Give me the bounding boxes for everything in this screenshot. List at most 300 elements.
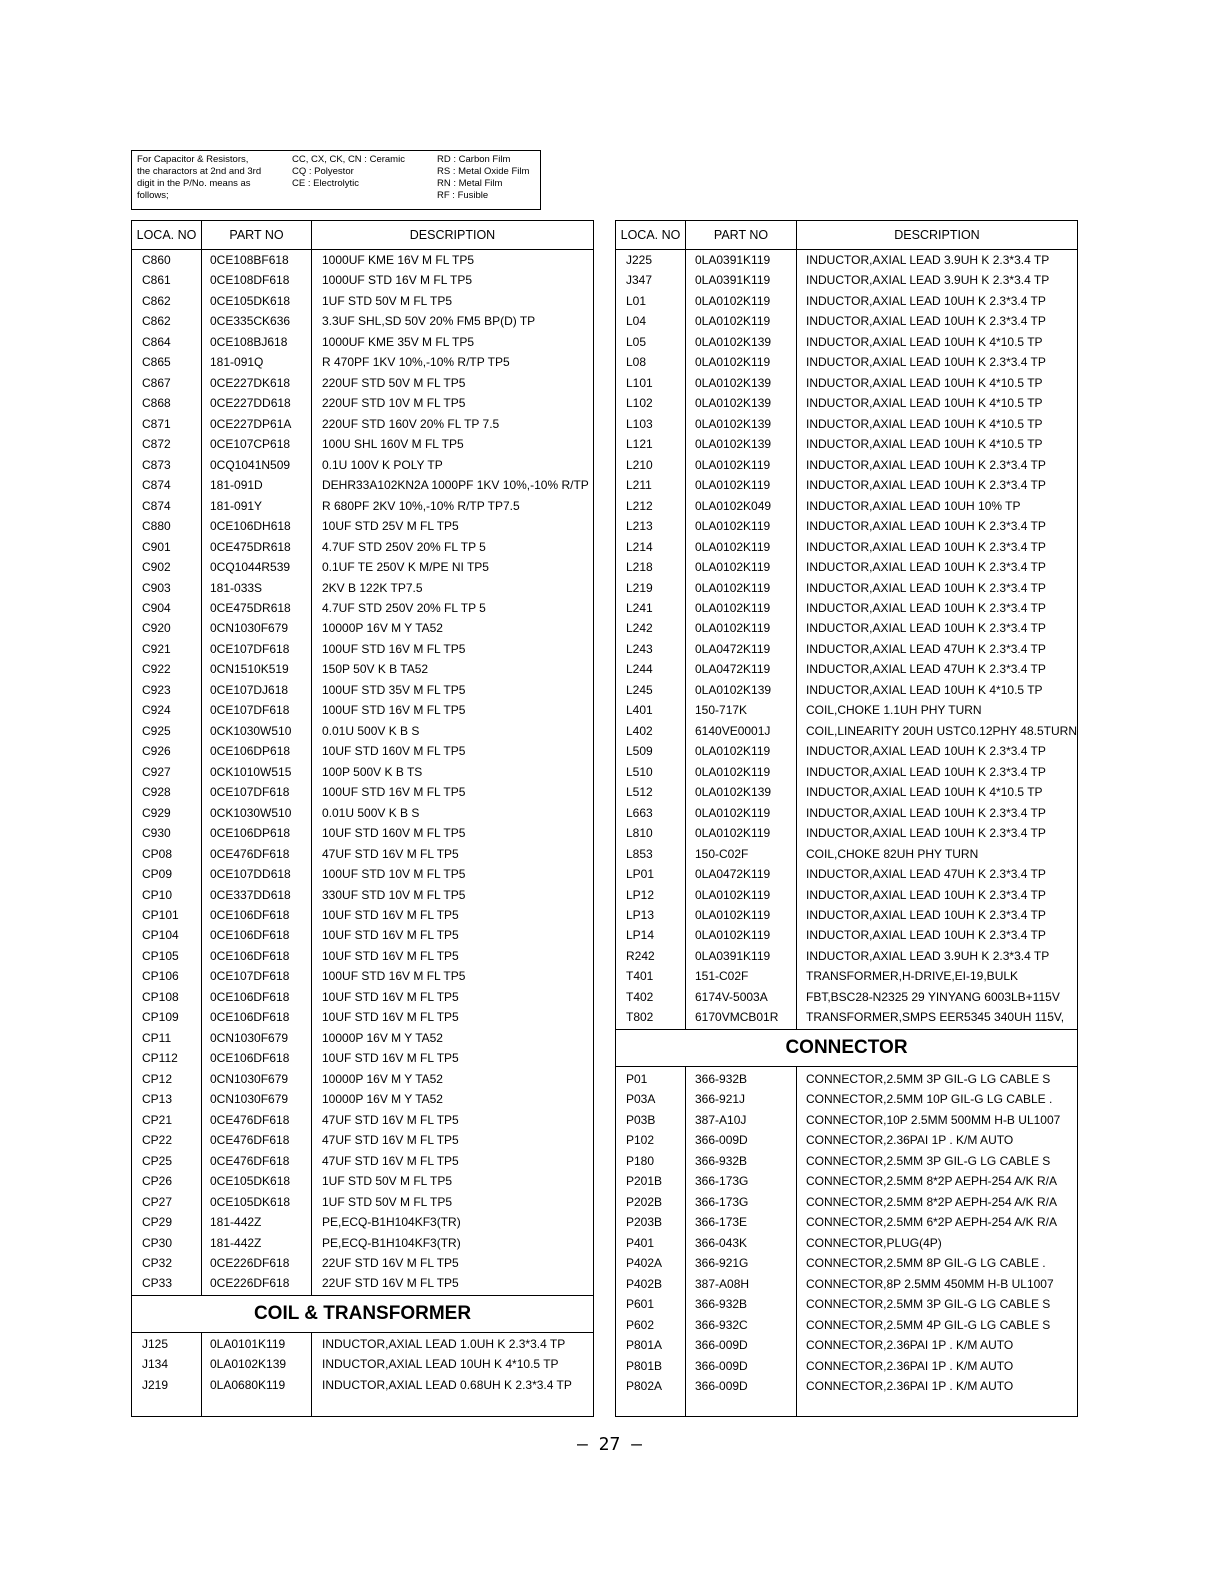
table-row — [132, 1192, 593, 1212]
table-row — [616, 864, 1077, 884]
description-cell: 10UF STD 16V M FL TP5 — [322, 948, 459, 963]
part-no-cell: 0LA0102K119 — [695, 539, 771, 554]
loca-no-cell: LP12 — [626, 887, 655, 902]
table-row — [132, 1334, 593, 1354]
part-no-cell: 0CE227DD618 — [210, 396, 291, 411]
description-cell: PE,ECQ-B1H104KF3(TR) — [322, 1235, 461, 1250]
loca-no-cell: CP32 — [142, 1255, 173, 1270]
loca-no-cell: L214 — [626, 539, 653, 554]
loca-no-cell: C928 — [142, 785, 171, 800]
legend-text: CQ : Polyestor — [292, 166, 354, 177]
loca-no-cell: L663 — [626, 805, 653, 820]
description-cell: INDUCTOR,AXIAL LEAD 10UH K 4*10.5 TP — [806, 785, 1043, 800]
description-cell: R 470PF 1KV 10%,-10% R/TP TP5 — [322, 355, 510, 370]
part-no-cell: 0LA0102K119 — [695, 600, 771, 615]
part-no-cell: 0LA0472K119 — [695, 641, 771, 656]
table-row — [132, 455, 593, 475]
part-no-cell: 0LA0102K119 — [695, 744, 771, 759]
table-row — [616, 434, 1077, 454]
loca-no-cell: C874 — [142, 498, 171, 513]
legend-box — [131, 150, 541, 210]
loca-no-cell: C926 — [142, 744, 171, 759]
description-cell: 47UF STD 16V M FL TP5 — [322, 1153, 459, 1168]
part-no-cell: 0CN1030F679 — [210, 1092, 289, 1107]
table-row — [132, 823, 593, 843]
description-cell: CONNECTOR,2.36PAI 1P . K/M AUTO — [806, 1133, 1014, 1148]
loca-no-cell: L211 — [626, 478, 652, 493]
part-no-cell: 0CN1030F679 — [210, 621, 289, 636]
table-row — [616, 393, 1077, 413]
section-title-coil-transformer: COIL & TRANSFORMER — [132, 1295, 593, 1333]
loca-no-cell: CP10 — [142, 887, 173, 902]
table-row — [616, 1130, 1077, 1150]
part-no-cell: 0CE105DK618 — [210, 293, 291, 308]
loca-no-cell: L01 — [626, 293, 647, 308]
part-no-cell: 0LA0102K119 — [695, 928, 771, 943]
description-cell: CONNECTOR,10P 2.5MM 500MM H-B UL1007 — [806, 1112, 1061, 1127]
description-cell: PE,ECQ-B1H104KF3(TR) — [322, 1215, 461, 1230]
loca-no-cell: CP112 — [142, 1051, 178, 1066]
table-row — [132, 639, 593, 659]
description-cell: INDUCTOR,AXIAL LEAD 10UH 10% TP — [806, 498, 1021, 513]
loca-no-cell: P202B — [626, 1194, 663, 1209]
loca-no-cell: L212 — [626, 498, 653, 513]
table-row — [616, 1233, 1077, 1253]
table-row — [616, 1089, 1077, 1109]
table-row — [132, 618, 593, 638]
table-row — [132, 700, 593, 720]
description-cell: 1UF STD 50V M FL TP5 — [322, 1194, 453, 1209]
description-cell: INDUCTOR,AXIAL LEAD 10UH K 2.3*3.4 TP — [806, 621, 1046, 636]
loca-no-cell: P801A — [626, 1338, 663, 1353]
description-cell: INDUCTOR,AXIAL LEAD 47UH K 2.3*3.4 TP — [806, 662, 1046, 677]
table-row — [132, 741, 593, 761]
part-no-cell: 0CE106DP618 — [210, 826, 291, 841]
description-cell: INDUCTOR,AXIAL LEAD 10UH K 2.3*3.4 TP — [806, 600, 1046, 615]
table-row — [132, 1028, 593, 1048]
table-row — [616, 475, 1077, 495]
part-no-cell: 0LA0102K119 — [695, 805, 771, 820]
table-row — [132, 844, 593, 864]
part-no-cell: 181-091Y — [210, 498, 263, 513]
table-row — [132, 598, 593, 618]
table-row — [616, 578, 1077, 598]
loca-no-cell: L101 — [626, 375, 653, 390]
description-cell: 10UF STD 25V M FL TP5 — [322, 519, 459, 534]
loca-no-cell: P03B — [626, 1112, 656, 1127]
part-no-cell: 0CE105DK618 — [210, 1174, 291, 1189]
part-no-cell: 0LA0102K139 — [695, 785, 772, 800]
table-row — [132, 1233, 593, 1253]
description-cell: INDUCTOR,AXIAL LEAD 10UH K 2.3*3.4 TP — [806, 826, 1046, 841]
part-no-cell: 150-C02F — [695, 846, 749, 861]
loca-no-cell: L102 — [626, 396, 653, 411]
description-cell: 0.01U 500V K B S — [322, 723, 420, 738]
loca-no-cell: P01 — [626, 1072, 648, 1086]
table-row — [616, 987, 1077, 1007]
table-row — [616, 905, 1077, 925]
description-cell: 220UF STD 50V M FL TP5 — [322, 375, 466, 390]
loca-no-cell: J347 — [626, 273, 653, 288]
part-no-cell: 6170VMCB01R — [695, 1010, 779, 1025]
section-title-connector: CONNECTOR — [616, 1029, 1077, 1067]
description-cell: INDUCTOR,AXIAL LEAD 10UH K 2.3*3.4 TP — [806, 928, 1046, 943]
loca-no-cell: C867 — [142, 375, 171, 390]
loca-no-cell: CP08 — [142, 846, 173, 861]
table-row — [132, 291, 593, 311]
part-no-cell: 387-A08H — [695, 1276, 750, 1291]
loca-no-cell: L103 — [626, 416, 653, 431]
table-row — [132, 987, 593, 1007]
loca-no-cell: P102 — [626, 1133, 655, 1148]
part-no-cell: 0LA0102K119 — [695, 519, 771, 534]
table-row — [616, 1171, 1077, 1191]
part-no-cell: 0CE107CP618 — [210, 437, 291, 452]
part-no-cell: 0CE108DF618 — [210, 273, 290, 288]
table-row — [616, 537, 1077, 557]
description-cell: 100UF STD 16V M FL TP5 — [322, 785, 466, 800]
table-row — [132, 1253, 593, 1273]
table-row — [616, 700, 1077, 720]
loca-no-cell: P602 — [626, 1317, 655, 1332]
table-row — [132, 1212, 593, 1232]
description-cell: INDUCTOR,AXIAL LEAD 10UH K 2.3*3.4 TP — [806, 539, 1046, 554]
description-cell: 22UF STD 16V M FL TP5 — [322, 1255, 459, 1270]
table-row — [616, 270, 1077, 290]
description-cell: DEHR33A102KN2A 1000PF 1KV 10%,-10% R/TP — [322, 478, 589, 493]
part-no-cell: 366-932B — [695, 1297, 748, 1312]
description-cell: CONNECTOR,2.5MM 8*2P AEPH-254 A/K R/A — [806, 1194, 1057, 1209]
loca-no-cell: C860 — [142, 253, 171, 267]
loca-no-cell: C920 — [142, 621, 171, 636]
part-no-cell: 0CE475DR618 — [210, 539, 291, 554]
part-no-cell: 6174V-5003A — [695, 989, 768, 1004]
table-row — [616, 680, 1077, 700]
loca-no-cell: C930 — [142, 826, 171, 841]
part-no-cell: 0CE107DD618 — [210, 867, 291, 882]
part-no-cell: 366-921G — [695, 1256, 749, 1271]
description-cell: 10000P 16V M Y TA52 — [322, 1030, 443, 1045]
description-cell: CONNECTOR,2.36PAI 1P . K/M AUTO — [806, 1338, 1014, 1353]
loca-no-cell: CP25 — [142, 1153, 173, 1168]
loca-no-cell: C923 — [142, 682, 171, 697]
description-cell: INDUCTOR,AXIAL LEAD 10UH K 4*10.5 TP — [806, 375, 1043, 390]
description-cell: INDUCTOR,AXIAL LEAD 10UH K 2.3*3.4 TP — [806, 560, 1046, 575]
loca-no-cell: P401 — [626, 1235, 655, 1250]
part-no-cell: 0LA0102K139 — [695, 416, 772, 431]
loca-no-cell: C925 — [142, 723, 171, 738]
table-header — [132, 221, 593, 250]
table-row — [616, 659, 1077, 679]
part-no-cell: 0CE476DF618 — [210, 1133, 290, 1148]
table-row — [132, 966, 593, 986]
part-no-cell: 366-921J — [695, 1092, 746, 1107]
loca-no-cell: P203B — [626, 1215, 663, 1230]
parts-table-left — [131, 220, 594, 1417]
table-row — [132, 1273, 593, 1293]
part-no-cell: 0LA0102K139 — [695, 375, 772, 390]
part-no-cell: 0CK1030W510 — [210, 723, 292, 738]
loca-no-cell: P402B — [626, 1276, 663, 1291]
description-cell: 47UF STD 16V M FL TP5 — [322, 846, 459, 861]
part-no-cell: 0CK1030W510 — [210, 805, 292, 820]
description-cell: CONNECTOR,2.5MM 4P GIL-G LG CABLE S — [806, 1317, 1051, 1332]
table-row — [132, 516, 593, 536]
table-row — [616, 966, 1077, 986]
part-no-cell: 0CE106DF618 — [210, 908, 290, 922]
description-cell: TRANSFORMER,SMPS EER5345 340UH 115V, — [806, 1010, 1065, 1025]
loca-no-cell: L242 — [626, 621, 653, 636]
part-no-cell: 0CE108BF618 — [210, 253, 289, 267]
part-no-cell: 0LA0102K119 — [695, 826, 771, 841]
header-loca-no: LOCA. NO — [620, 228, 681, 242]
part-no-cell: 0CE107DF618 — [210, 641, 290, 656]
loca-no-cell: L510 — [626, 764, 653, 779]
header-loca-no: LOCA. NO — [136, 228, 197, 242]
part-no-cell: 0CE106DF618 — [210, 989, 290, 1004]
description-cell: 10UF STD 16V M FL TP5 — [322, 908, 459, 922]
part-no-cell: 0LA0102K139 — [695, 334, 772, 349]
parts-table-right — [615, 220, 1078, 1417]
description-cell: CONNECTOR,2.36PAI 1P . K/M AUTO — [806, 1358, 1014, 1373]
legend-text: CE : Electrolytic — [292, 178, 360, 189]
loca-no-cell: C873 — [142, 457, 171, 472]
part-no-cell: 0LA0102K119 — [695, 478, 771, 493]
table-row — [132, 762, 593, 782]
table-row — [616, 291, 1077, 311]
loca-no-cell: L05 — [626, 334, 647, 349]
table-row — [132, 1069, 593, 1089]
description-cell: 1000UF KME 35V M FL TP5 — [322, 334, 475, 349]
part-no-cell: 0LA0102K139 — [695, 437, 772, 452]
loca-no-cell: CP26 — [142, 1174, 173, 1189]
table-row — [132, 1007, 593, 1027]
description-cell: R 680PF 2KV 10%,-10% R/TP TP7.5 — [322, 498, 520, 513]
legend-text: follows; — [137, 190, 169, 201]
part-no-cell: 181-442Z — [210, 1235, 262, 1250]
part-no-cell: 181-091D — [210, 478, 263, 493]
loca-no-cell: L512 — [626, 785, 653, 800]
loca-no-cell: CP104 — [142, 928, 179, 943]
description-cell: 10000P 16V M Y TA52 — [322, 1071, 443, 1086]
part-no-cell: 0CN1030F679 — [210, 1071, 289, 1086]
description-cell: INDUCTOR,AXIAL LEAD 10UH K 2.3*3.4 TP — [806, 744, 1046, 759]
loca-no-cell: C901 — [142, 539, 171, 554]
part-no-cell: 181-091Q — [210, 355, 264, 370]
part-no-cell: 0LA0102K119 — [695, 764, 771, 779]
table-row — [132, 782, 593, 802]
description-cell: 10UF STD 16V M FL TP5 — [322, 989, 459, 1004]
part-no-cell: 0CE476DF618 — [210, 846, 290, 861]
part-no-cell: 0LA0391K119 — [695, 948, 771, 963]
part-no-cell: 0LA0102K119 — [695, 457, 771, 472]
loca-no-cell: L08 — [626, 355, 647, 370]
description-cell: 47UF STD 16V M FL TP5 — [322, 1112, 459, 1127]
description-cell: 220UF STD 10V M FL TP5 — [322, 396, 466, 411]
description-cell: INDUCTOR,AXIAL LEAD 10UH K 2.3*3.4 TP — [806, 478, 1046, 493]
loca-no-cell: CP105 — [142, 948, 179, 963]
table-row — [132, 946, 593, 966]
loca-no-cell: L04 — [626, 314, 647, 329]
description-cell: 10UF STD 16V M FL TP5 — [322, 1051, 459, 1066]
description-cell: COIL,CHOKE 1.1UH PHY TURN — [806, 703, 982, 718]
table-row — [616, 311, 1077, 331]
loca-no-cell: CP108 — [142, 989, 179, 1004]
description-cell: INDUCTOR,AXIAL LEAD 10UH K 4*10.5 TP — [806, 334, 1043, 349]
description-cell: COIL,CHOKE 82UH PHY TURN — [806, 846, 979, 861]
table-row — [132, 864, 593, 884]
loca-no-cell: LP14 — [626, 928, 655, 943]
table-row — [616, 885, 1077, 905]
part-no-cell: 366-173G — [695, 1194, 749, 1209]
loca-no-cell: L213 — [626, 519, 653, 534]
table-row — [132, 434, 593, 454]
part-no-cell: 0CE107DF618 — [210, 969, 290, 984]
description-cell: INDUCTOR,AXIAL LEAD 0.68UH K 2.3*3.4 TP — [322, 1377, 572, 1392]
table-row — [616, 1192, 1077, 1212]
table-row — [616, 782, 1077, 802]
loca-no-cell: C865 — [142, 355, 171, 370]
loca-no-cell: L241 — [626, 600, 653, 615]
part-no-cell: 387-A10J — [695, 1112, 747, 1127]
loca-no-cell: P402A — [626, 1256, 663, 1271]
description-cell: INDUCTOR,AXIAL LEAD 10UH K 2.3*3.4 TP — [806, 457, 1046, 472]
description-cell: 10UF STD 16V M FL TP5 — [322, 1010, 459, 1025]
table-row — [132, 496, 593, 516]
description-cell: 100UF STD 35V M FL TP5 — [322, 682, 466, 697]
loca-no-cell: CP12 — [142, 1071, 173, 1086]
loca-no-cell: CP13 — [142, 1092, 173, 1107]
loca-no-cell: L219 — [626, 580, 653, 595]
table-row — [132, 905, 593, 925]
part-no-cell: 366-932C — [695, 1317, 748, 1332]
table-header — [616, 221, 1077, 250]
table-row — [132, 925, 593, 945]
part-no-cell: 0CE106DF618 — [210, 1051, 290, 1066]
loca-no-cell: CP22 — [142, 1133, 173, 1148]
loca-no-cell: L244 — [626, 662, 653, 677]
loca-no-cell: L210 — [626, 457, 653, 472]
loca-no-cell: CP106 — [142, 969, 179, 984]
table-row — [616, 332, 1077, 352]
loca-no-cell: P801B — [626, 1358, 663, 1373]
loca-no-cell: C864 — [142, 334, 171, 349]
part-no-cell: 0CN1030F679 — [210, 1030, 289, 1045]
part-no-cell: 366-932B — [695, 1072, 748, 1086]
part-no-cell: 0CE105DK618 — [210, 1194, 291, 1209]
table-row — [616, 250, 1077, 270]
table-body — [616, 250, 1077, 1028]
table-row — [132, 1171, 593, 1191]
part-no-cell: 0CE476DF618 — [210, 1153, 290, 1168]
loca-no-cell: C902 — [142, 560, 171, 575]
loca-no-cell: C922 — [142, 662, 171, 677]
part-no-cell: 0CE227DK618 — [210, 375, 291, 390]
part-no-cell: 0LA0101K119 — [210, 1337, 286, 1351]
table-row — [616, 1110, 1077, 1130]
table-row — [616, 618, 1077, 638]
loca-no-cell: L218 — [626, 560, 653, 575]
part-no-cell: 0CE107DF618 — [210, 785, 290, 800]
part-no-cell: 0CQ1044R539 — [210, 560, 291, 575]
part-no-cell: 0LA0472K119 — [695, 867, 771, 882]
table-row — [616, 925, 1077, 945]
table-row — [616, 844, 1077, 864]
table-row — [132, 393, 593, 413]
description-cell: 10UF STD 16V M FL TP5 — [322, 928, 459, 943]
description-cell: COIL,LINEARITY 20UH USTC0.12PHY 48.5TURN — [806, 723, 1077, 738]
description-cell: 3.3UF SHL,SD 50V 20% FM5 BP(D) TP — [322, 314, 536, 329]
table-row — [616, 741, 1077, 761]
part-no-cell: 0CE108BJ618 — [210, 334, 288, 349]
description-cell: 100UF STD 16V M FL TP5 — [322, 703, 466, 718]
table-row — [616, 1294, 1077, 1314]
description-cell: INDUCTOR,AXIAL LEAD 10UH K 2.3*3.4 TP — [806, 805, 1046, 820]
part-no-cell: 366-009D — [695, 1133, 748, 1148]
table-row — [616, 762, 1077, 782]
description-cell: CONNECTOR,2.36PAI 1P . K/M AUTO — [806, 1379, 1014, 1394]
loca-no-cell: L853 — [626, 846, 653, 861]
description-cell: 1000UF KME 16V M FL TP5 — [322, 253, 475, 267]
loca-no-cell: T802 — [626, 1010, 654, 1025]
loca-no-cell: C929 — [142, 805, 171, 820]
loca-no-cell: L243 — [626, 641, 653, 656]
description-cell: 220UF STD 160V 20% FL TP 7.5 — [322, 416, 500, 431]
description-cell: 330UF STD 10V M FL TP5 — [322, 887, 466, 902]
legend-text: RN : Metal Film — [437, 178, 503, 189]
table-row — [132, 885, 593, 905]
loca-no-cell: T401 — [626, 969, 654, 984]
part-no-cell: 0LA0102K049 — [695, 498, 772, 513]
part-no-cell: 0CE335CK636 — [210, 314, 291, 329]
part-no-cell: 0CE226DF618 — [210, 1255, 290, 1270]
part-no-cell: 0LA0391K119 — [695, 253, 771, 267]
loca-no-cell: LP01 — [626, 867, 655, 882]
legend-text: the charactors at 2nd and 3rd — [137, 166, 262, 177]
description-cell: INDUCTOR,AXIAL LEAD 3.9UH K 2.3*3.4 TP — [806, 253, 1050, 267]
description-cell: CONNECTOR,2.5MM 3P GIL-G LG CABLE S — [806, 1072, 1051, 1086]
table-row — [616, 1253, 1077, 1273]
loca-no-cell: P180 — [626, 1153, 655, 1168]
description-cell: INDUCTOR,AXIAL LEAD 47UH K 2.3*3.4 TP — [806, 867, 1046, 882]
table-row — [616, 496, 1077, 516]
description-cell: INDUCTOR,AXIAL LEAD 47UH K 2.3*3.4 TP — [806, 641, 1046, 656]
description-cell: CONNECTOR,2.5MM 3P GIL-G LG CABLE S — [806, 1153, 1051, 1168]
part-no-cell: 181-442Z — [210, 1215, 262, 1230]
loca-no-cell: J219 — [142, 1377, 169, 1392]
table-row — [616, 639, 1077, 659]
part-no-cell: 0LA0102K139 — [695, 396, 772, 411]
table-row — [132, 721, 593, 741]
loca-no-cell: L810 — [626, 826, 653, 841]
table-row — [616, 1212, 1077, 1232]
description-cell: INDUCTOR,AXIAL LEAD 10UH K 4*10.5 TP — [806, 437, 1043, 452]
table-row — [132, 1048, 593, 1068]
loca-no-cell: C861 — [142, 273, 171, 288]
part-no-cell: 0CE337DD618 — [210, 887, 291, 902]
description-cell: INDUCTOR,AXIAL LEAD 10UH K 2.3*3.4 TP — [806, 764, 1046, 779]
table-row — [616, 1151, 1077, 1171]
description-cell: INDUCTOR,AXIAL LEAD 10UH K 2.3*3.4 TP — [806, 519, 1046, 534]
legend-col-1 — [137, 154, 279, 202]
table-row — [616, 1007, 1077, 1027]
description-cell: 100P 500V K B TS — [322, 764, 423, 779]
part-no-cell: 0CE107DJ618 — [210, 682, 289, 697]
part-no-cell: 0LA0102K119 — [695, 355, 771, 370]
table-row — [616, 946, 1077, 966]
table-row — [132, 680, 593, 700]
table-row — [132, 373, 593, 393]
